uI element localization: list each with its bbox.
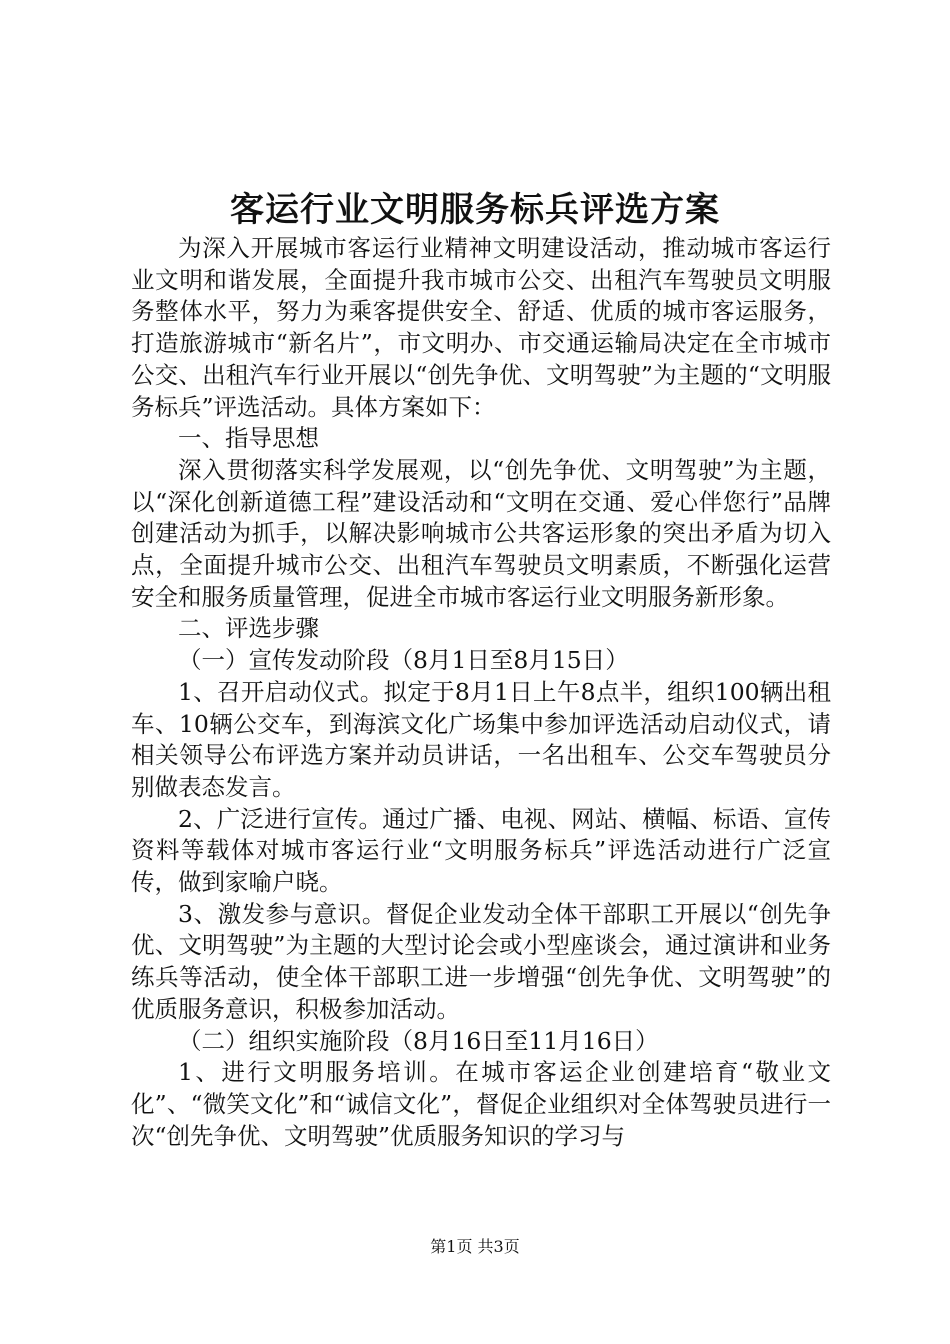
publicity-item-3-paragraph: 3、激发参与意识。督促企业发动全体干部职工开展以“创先争优、文明驾驶”为主题的大型讨论会或小型座谈会，通过演讲和业务练兵等活动，使全体干部职工进一步增强“创先争优、文明驾驶”的优质服务意识，积极参加活动。 — [131, 899, 831, 1023]
publicity-item-1-paragraph: 1、召开启动仪式。拟定于8月1日上午8点半，组织100辆出租车、10辆公交车，到海滨文化广场集中参加评选活动启动仪式，请相关领导公布评选方案并动员讲话，一名出租车、公交车驾驶员分别做表态发言。 — [131, 677, 831, 801]
section-heading-guiding-ideology: 一、指导思想 — [178, 424, 319, 453]
guiding-ideology-paragraph: 深入贯彻落实科学发展观，以“创先争优、文明驾驶”为主题，以“深化创新道德工程”建设活动和“文明在交通、爱心伴您行”品牌创建活动为抓手，以解决影响城市公共客运形象的突出矛盾为切入点，全面提升城市公交、出租汽车驾驶员文明素质，不断强化运营安全和服务质量管理，促进全市城市客运行业文明服务新形象。 — [131, 455, 831, 611]
document-title: 客运行业文明服务标兵评选方案 — [230, 190, 720, 230]
subsection-heading-publicity-phase: （一）宣传发动阶段（8月1日至8月15日） — [178, 646, 629, 675]
document-body — [131, 233, 831, 1152]
intro-paragraph: 为深入开展城市客运行业精神文明建设活动，推动城市客运行业文明和谐发展，全面提升我市城市公交、出租汽车驾驶员文明服务整体水平，努力为乘客提供安全、舒适、优质的城市客运服务，打造旅游城市“新名片”，市文明办、市交通运输局决定在全市城市公交、出租汽车行业开展以“创先争优、文明驾驶”为主题的“文明服务标兵”评选活动。具体方案如下： — [131, 234, 831, 421]
section-heading-selection-steps: 二、评选步骤 — [178, 614, 319, 643]
implementation-item-1-paragraph: 1、进行文明服务培训。在城市客运企业创建培育“敬业文化”、“微笑文化”和“诚信文化”，督促企业组织对全体驾驶员进行一次“创先争优、文明驾驶”优质服务知识的学习与 — [131, 1058, 831, 1150]
publicity-item-2-paragraph: 2、广泛进行宣传。通过广播、电视、网站、横幅、标语、宣传资料等载体对城市客运行业“文明服务标兵”评选活动进行广泛宣传，做到家喻户晓。 — [131, 804, 831, 897]
page-number-footer: 第1页 共3页 — [430, 1237, 520, 1256]
subsection-heading-implementation-phase: （二）组织实施阶段（8月16日至11月16日） — [178, 1026, 659, 1055]
